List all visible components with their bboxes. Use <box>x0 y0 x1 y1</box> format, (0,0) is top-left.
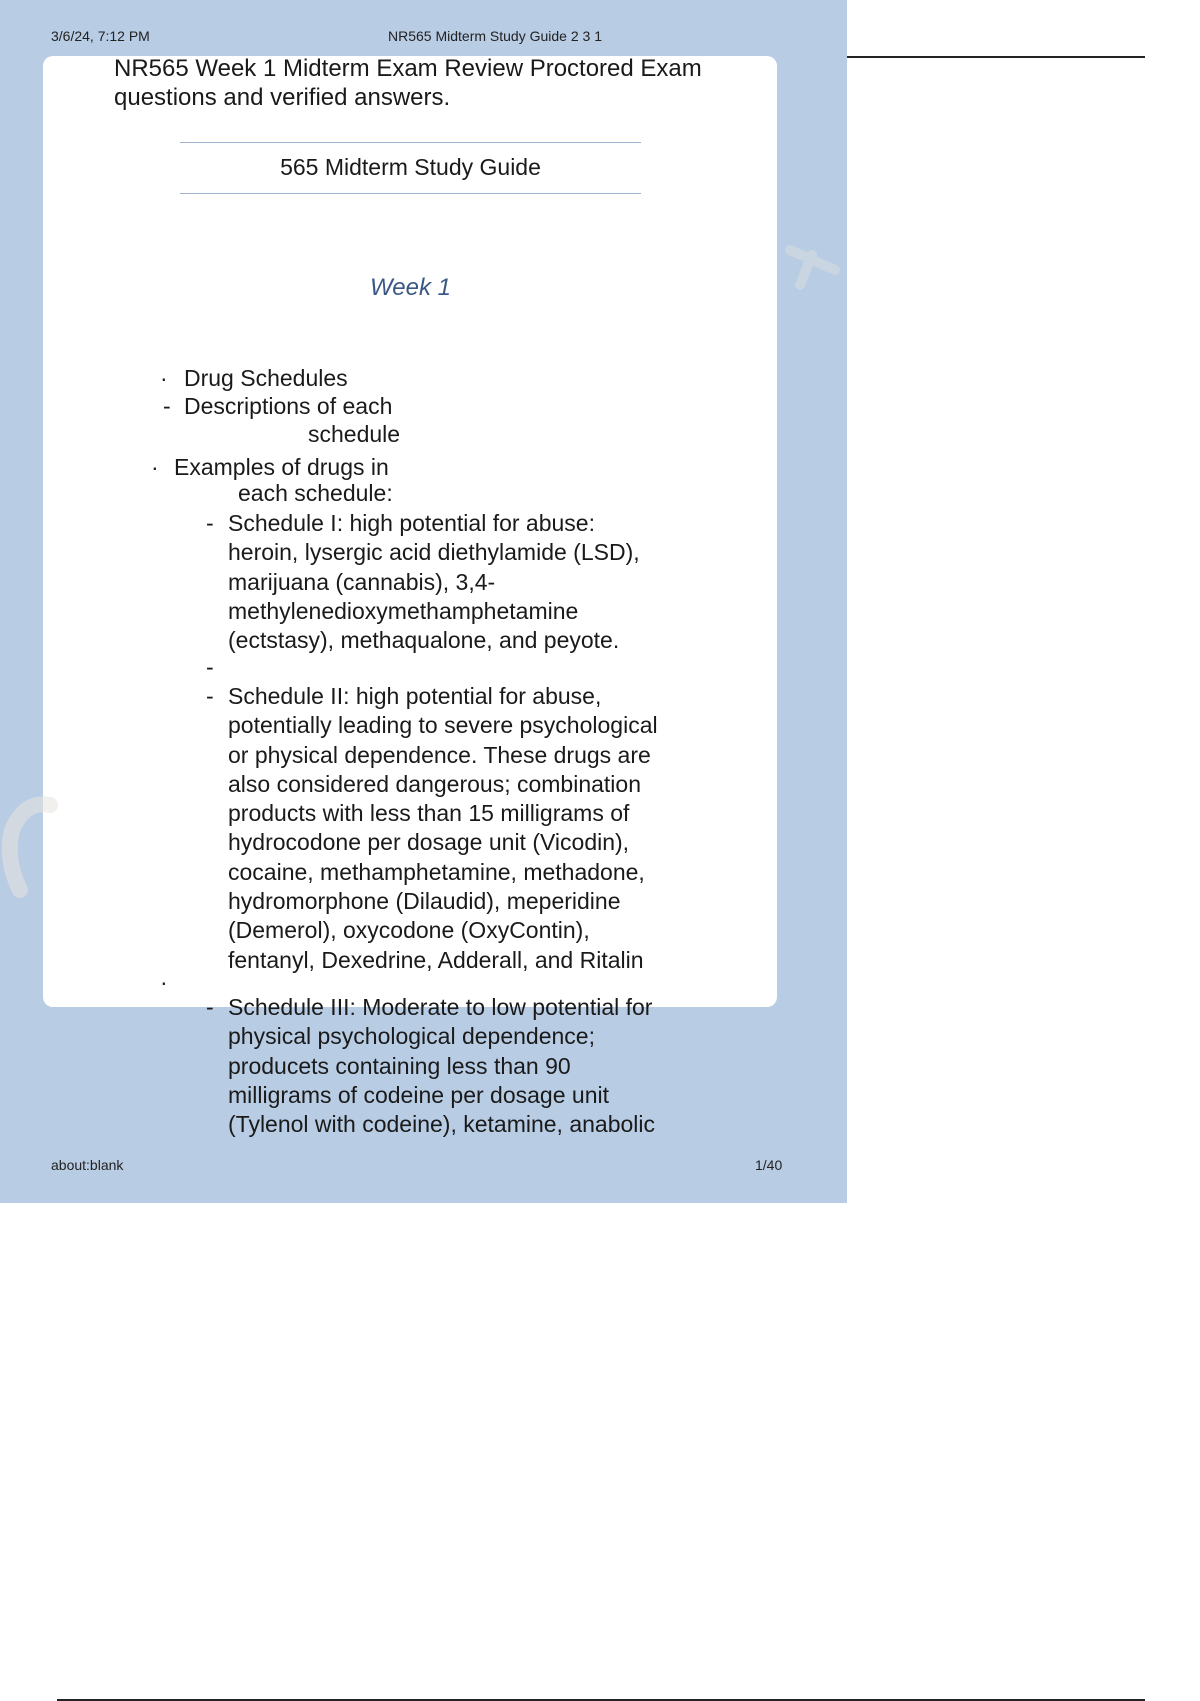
print-footer-url: about:blank <box>51 1157 124 1173</box>
section-heading-week: Week 1 <box>370 274 451 301</box>
schedule-1-line: (ectstasy), methaqualone, and peyote. <box>228 627 620 654</box>
schedule-3-line: physical psychological dependence; <box>228 1023 595 1050</box>
list-item-examples-line-2: each schedule: <box>238 480 393 506</box>
list-dash: - <box>206 654 214 680</box>
schedule-2-line: or physical dependence. These drugs are <box>228 741 651 768</box>
top-divider <box>847 56 1145 58</box>
list-dash: - <box>206 994 214 1020</box>
bullet-dot: · <box>151 454 159 480</box>
list-dash: - <box>206 683 214 709</box>
schedule-3-line: Schedule III: Moderate to low potential for <box>228 994 653 1020</box>
schedule-2-paragraph <box>228 682 698 975</box>
subtitle: 565 Midterm Study Guide <box>180 142 641 194</box>
bullet-dot: · <box>160 365 168 391</box>
print-footer-page-number: 1/40 <box>755 1157 783 1173</box>
print-header-datetime: 3/6/24, 7:12 PM <box>51 28 150 44</box>
document-title <box>114 54 754 112</box>
list-item-examples-line-1: Examples of drugs in <box>174 454 389 480</box>
schedule-2-line: potentially leading to severe psychological <box>228 712 658 739</box>
schedule-1-line: Schedule I: high potential for abuse: <box>228 510 595 536</box>
schedule-2-line: also considered dangerous; combination <box>228 770 641 797</box>
list-dash: - <box>163 393 171 419</box>
schedule-1-line: marijuana (cannabis), 3,4- <box>228 568 496 595</box>
list-item-descriptions-line-1: Descriptions of each <box>184 393 393 419</box>
list-item-descriptions-line-2: schedule <box>308 421 401 447</box>
schedule-2-line: fentanyl, Dexedrine, Adderall, and Ritalin <box>228 946 644 973</box>
print-header-title: NR565 Midterm Study Guide 2 3 1 <box>388 28 602 44</box>
list-dash: - <box>206 510 214 536</box>
schedule-2-line: hydromorphone (Dilaudid), meperidine <box>228 888 621 915</box>
schedule-2-line: products with less than 15 milligrams of <box>228 800 630 827</box>
schedule-3-line: (Tylenol with codeine), ketamine, anabolic <box>228 1111 656 1138</box>
bullet-dot: · <box>160 969 168 995</box>
schedule-3-paragraph <box>228 993 698 1139</box>
schedule-1-line: methylenedioxymethamphetamine <box>228 597 579 624</box>
document-title-line-2: questions and verified answers. <box>114 84 451 111</box>
schedule-1-line: heroin, lysergic acid diethylamide (LSD), <box>228 539 640 566</box>
document-title-line-1: NR565 Week 1 Midterm Exam Review Proctored Exam <box>114 55 702 82</box>
schedule-2-line: (Demerol), oxycodone (OxyContin), <box>228 917 590 944</box>
schedule-2-line: cocaine, methamphetamine, methadone, <box>228 858 645 885</box>
schedule-3-line: producets containing less than 90 <box>228 1052 571 1079</box>
schedule-2-line: hydrocodone per dosage unit (Vicodin), <box>228 829 630 856</box>
schedule-2-line: Schedule II: high potential for abuse, <box>228 683 602 709</box>
list-item-drug-schedules: Drug Schedules <box>184 365 348 391</box>
schedule-1-paragraph <box>228 509 698 655</box>
schedule-3-line: milligrams of codeine per dosage unit <box>228 1081 609 1108</box>
